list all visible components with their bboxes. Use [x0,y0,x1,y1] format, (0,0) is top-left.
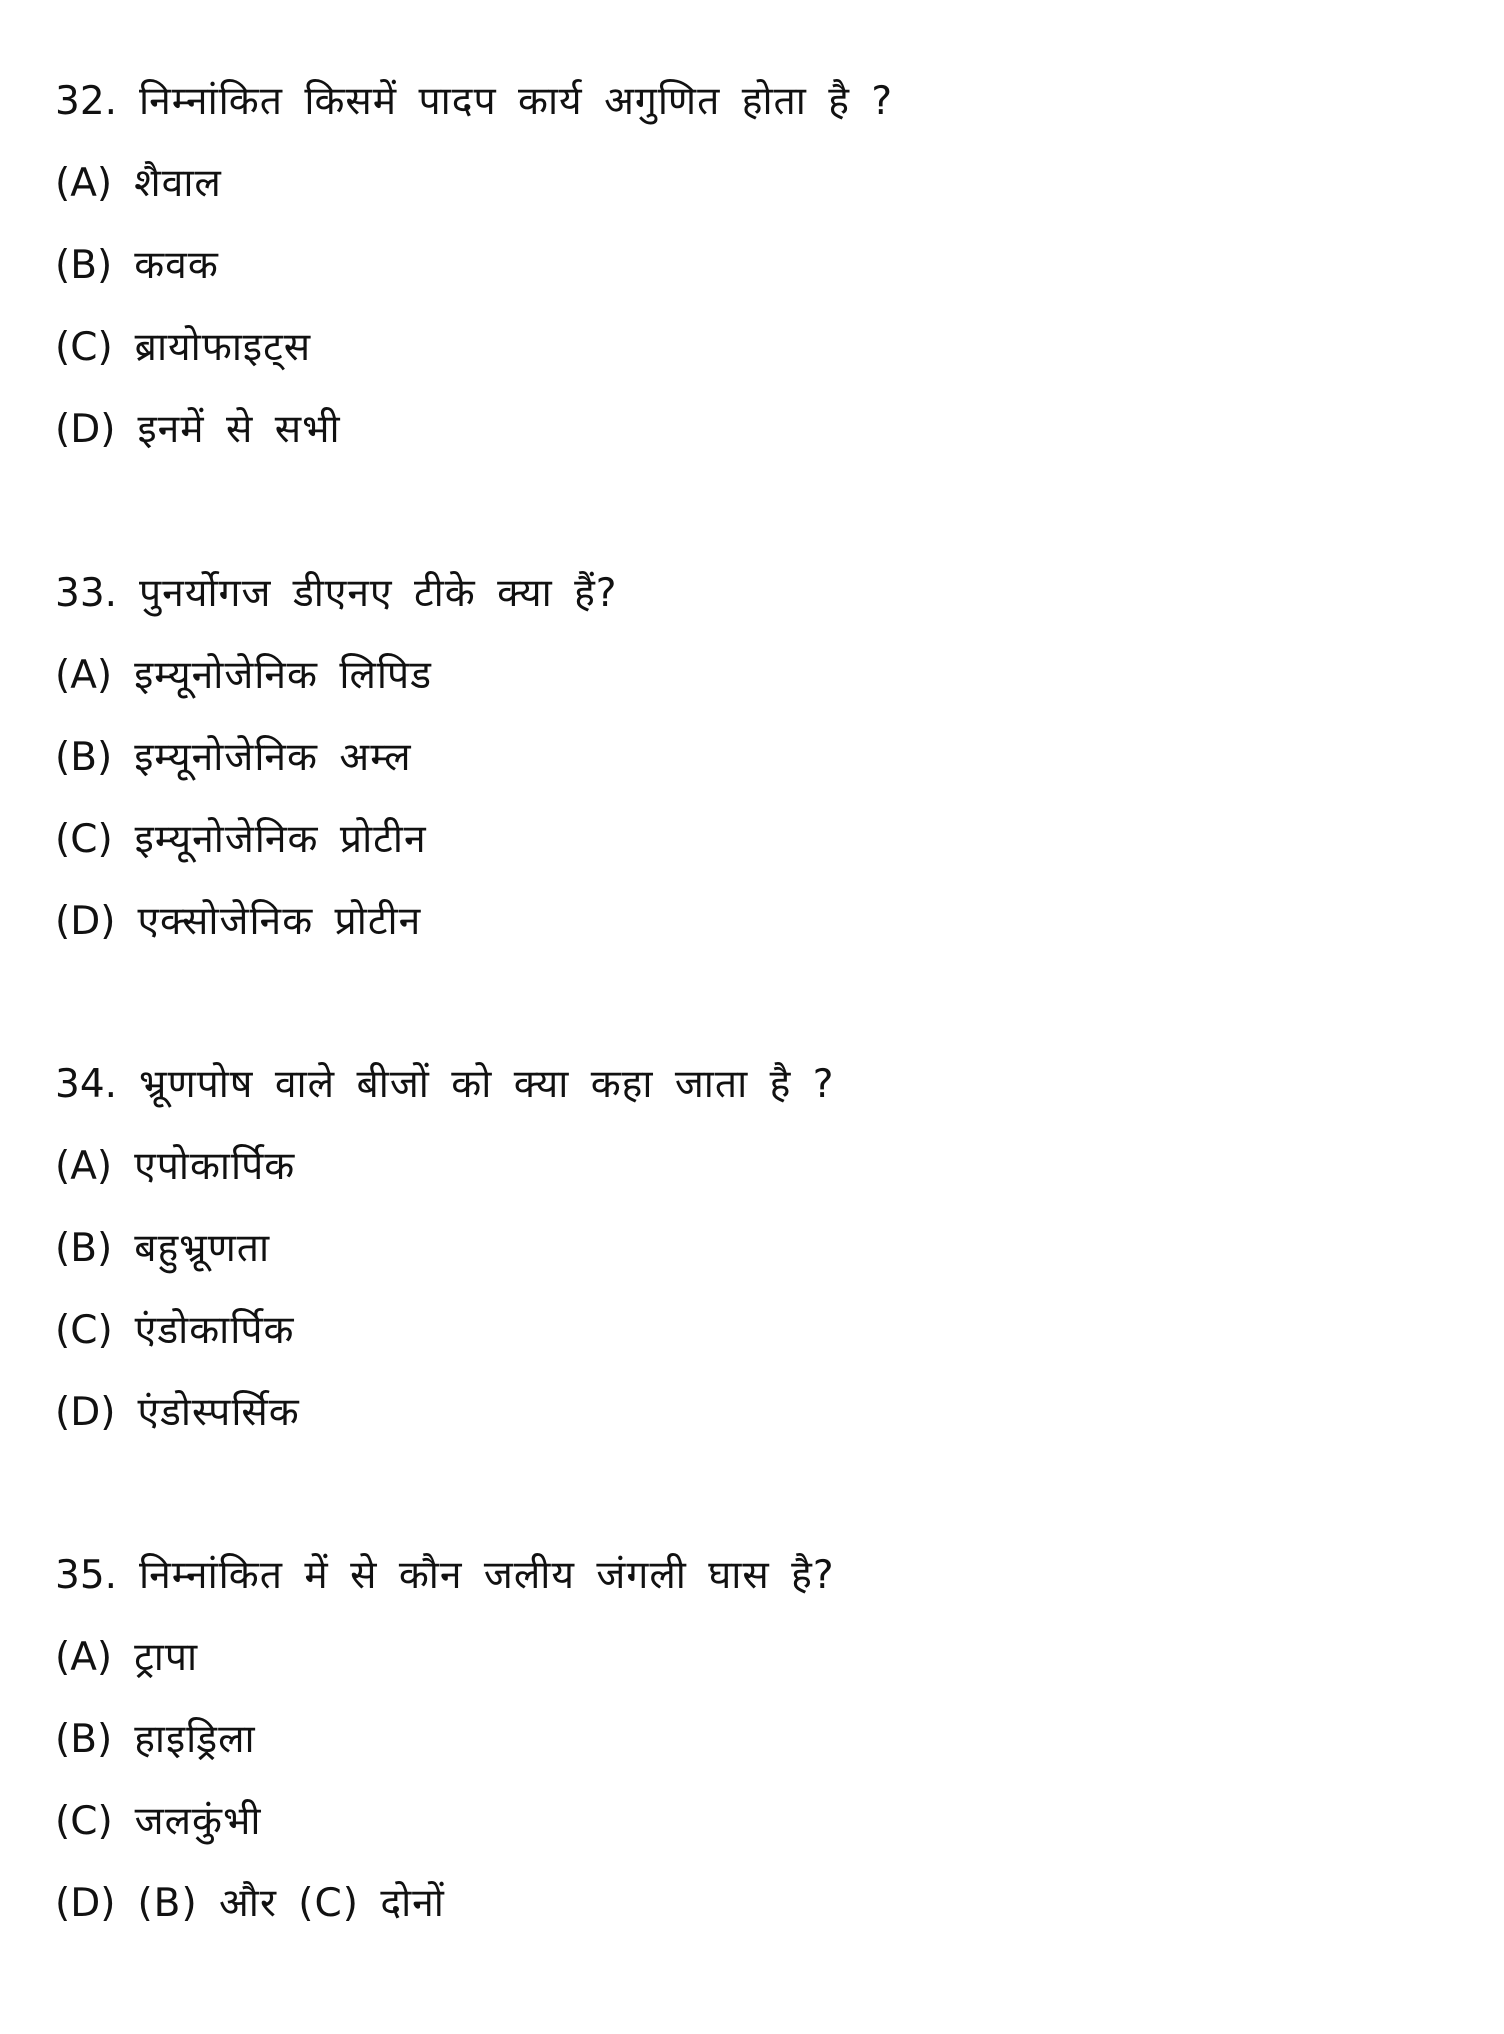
option-a [55,154,1455,236]
option-label: (D) [55,1390,116,1435]
option-text: बहुभ्रूणता [134,1226,271,1271]
question-33 [55,564,1455,974]
option-text: एंडोकार्पिक [134,1308,295,1353]
option-label: (A) [55,1635,113,1680]
question-text: पुनर्योगज डीएनए टीके क्या हैं? [139,571,618,616]
question-32 [55,72,1455,482]
question-number: 32. [55,79,118,124]
question-text: भ्रूणपोष वाले बीजों को क्या कहा जाता है ? [139,1062,835,1107]
option-label: (D) [55,407,116,452]
option-label: (B) [55,1226,113,1271]
option-a [55,646,1455,728]
question-line [55,564,1455,646]
question-line [55,1055,1455,1137]
option-text: इम्यूनोजेनिक अम्ल [134,735,412,780]
option-b [55,1219,1455,1301]
option-text: शैवाल [134,161,222,206]
option-text: जलकुंभी [134,1799,262,1844]
option-text: ट्रापा [134,1635,199,1680]
option-label: (B) [55,243,113,288]
question-text: निम्नांकित में से कौन जलीय जंगली घास है? [139,1553,835,1598]
option-text: इनमें से सभी [137,407,341,452]
option-text: इम्यूनोजेनिक लिपिड [134,653,433,698]
option-d [55,892,1455,974]
option-label: (D) [55,1881,116,1926]
question-number: 34. [55,1062,118,1107]
option-b [55,728,1455,810]
question-text: निम्नांकित किसमें पादप कार्य अगुणित होता है ? [139,79,894,124]
question-line [55,1546,1455,1628]
option-label: (A) [55,653,113,698]
option-text: एंडोस्पर्सिक [137,1390,300,1435]
option-b [55,236,1455,318]
question-number: 33. [55,571,118,616]
option-a [55,1137,1455,1219]
question-35 [55,1546,1455,1956]
option-c [55,1301,1455,1383]
option-text: कवक [134,243,219,288]
option-label: (C) [55,1308,113,1353]
option-c [55,1792,1455,1874]
option-label: (A) [55,161,113,206]
option-label: (B) [55,735,113,780]
option-d [55,400,1455,482]
option-text: एक्सोजेनिक प्रोटीन [137,899,422,944]
option-a [55,1628,1455,1710]
option-text: इम्यूनोजेनिक प्रोटीन [134,817,427,862]
question-34 [55,1055,1455,1465]
option-d [55,1874,1455,1956]
option-c [55,318,1455,400]
option-label: (C) [55,817,113,862]
option-d [55,1383,1455,1465]
option-text: एपोकार्पिक [134,1144,296,1189]
option-c [55,810,1455,892]
option-text: हाइड्रिला [134,1717,256,1762]
option-label: (B) [55,1717,113,1762]
question-number: 35. [55,1553,118,1598]
option-label: (C) [55,325,113,370]
option-label: (D) [55,899,116,944]
option-label: (A) [55,1144,113,1189]
question-line [55,72,1455,154]
option-label: (C) [55,1799,113,1844]
option-text: (B) और (C) दोनों [137,1881,445,1926]
option-b [55,1710,1455,1792]
option-text: ब्रायोफाइट्स [134,325,312,370]
